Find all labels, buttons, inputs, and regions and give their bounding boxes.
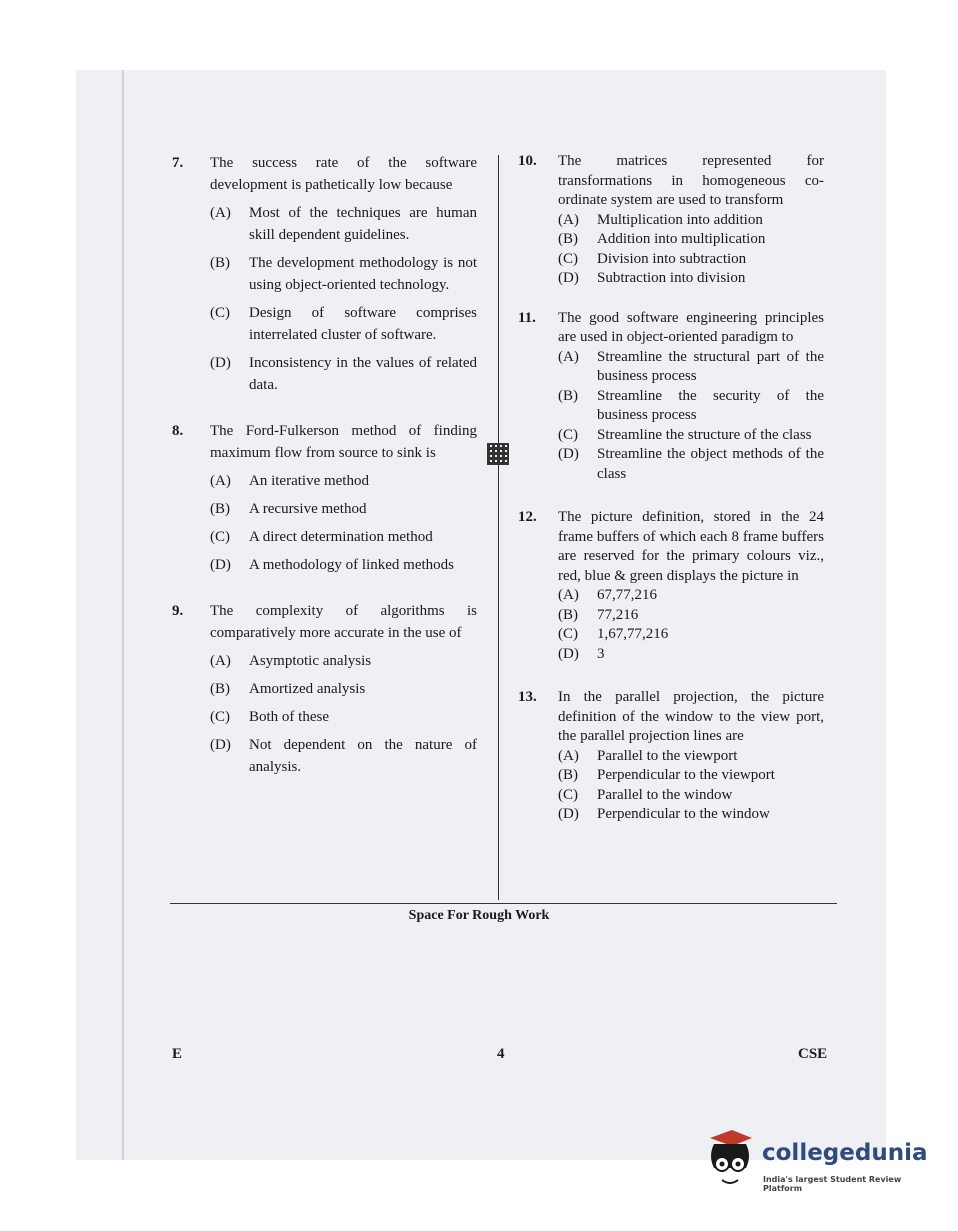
question-10 bbox=[518, 152, 824, 289]
mascot-icon bbox=[700, 1128, 760, 1198]
column-divider bbox=[498, 155, 499, 900]
question-number: 13. bbox=[518, 689, 537, 705]
option-text: Amortized analysis bbox=[249, 681, 366, 697]
option-letter: (D) bbox=[210, 557, 231, 573]
option-text: A recursive method bbox=[249, 501, 367, 517]
option-letter: (B) bbox=[558, 767, 578, 783]
option-text: Streamline the structure of the class bbox=[597, 426, 812, 443]
option-text: Design of software comprises interrelated cluster of software. bbox=[249, 305, 477, 343]
option-text: Subtraction into division bbox=[597, 270, 746, 286]
question-text: The complexity of algorithms is comparatively more accurate in the use of bbox=[210, 603, 477, 641]
option-d bbox=[210, 352, 477, 396]
option-letter: (D) bbox=[558, 270, 579, 286]
question-number: 12. bbox=[518, 509, 537, 525]
option-letter: (C) bbox=[210, 709, 230, 725]
option-letter: (C) bbox=[558, 786, 578, 803]
option-letter: (C) bbox=[210, 305, 230, 321]
option-text: A methodology of linked methods bbox=[249, 557, 454, 573]
question-9 bbox=[172, 600, 477, 778]
question-text: The good software engineering principles are used in object-oriented paradigm to bbox=[558, 309, 824, 345]
question-text: The matrices represented for transformations in homogeneous co-ordinate system are used to transform bbox=[558, 153, 824, 208]
question-7 bbox=[172, 152, 477, 396]
option-letter: (B) bbox=[558, 387, 578, 404]
option-text: The development methodology is not using object-oriented technology. bbox=[249, 255, 477, 293]
option-letter: (A) bbox=[210, 205, 231, 221]
option-b bbox=[558, 766, 824, 786]
option-c bbox=[210, 302, 477, 346]
option-text: 3 bbox=[597, 645, 605, 662]
option-a bbox=[558, 586, 824, 606]
collegedunia-logo bbox=[700, 1128, 930, 1198]
option-letter: (C) bbox=[558, 626, 578, 642]
left-column bbox=[172, 152, 477, 784]
option-text: Streamline the structural part of the business process bbox=[597, 348, 824, 384]
question-13 bbox=[518, 688, 824, 825]
option-text: Streamline the object methods of the class bbox=[597, 446, 824, 482]
option-text: 67,77,216 bbox=[597, 587, 657, 603]
option-c bbox=[558, 625, 824, 645]
question-8 bbox=[172, 420, 477, 576]
option-a bbox=[558, 348, 824, 387]
footer-code: E bbox=[172, 1046, 183, 1062]
option-text: Division into subtraction bbox=[597, 250, 747, 267]
option-text: Addition into multiplication bbox=[597, 231, 766, 247]
question-number: 8. bbox=[172, 423, 184, 439]
option-text: An iterative method bbox=[249, 473, 369, 489]
option-letter: (B) bbox=[558, 231, 578, 247]
rough-work-label: Space For Rough Work bbox=[408, 908, 550, 923]
option-letter: (A) bbox=[210, 473, 231, 489]
option-d bbox=[210, 554, 477, 576]
option-c bbox=[558, 426, 824, 446]
option-text: Multiplication into addition bbox=[597, 211, 763, 228]
option-text: Both of these bbox=[249, 709, 329, 725]
question-text: In the parallel projection, the picture definition of the window to the view port, the parallel projection lines are bbox=[558, 689, 824, 744]
option-text: Perpendicular to the viewport bbox=[597, 767, 775, 783]
option-letter: (C) bbox=[210, 529, 230, 545]
option-b bbox=[558, 387, 824, 426]
margin-line bbox=[122, 70, 124, 1160]
question-11 bbox=[518, 309, 824, 485]
question-number: 11. bbox=[518, 309, 536, 326]
option-letter: (B) bbox=[210, 681, 230, 697]
option-b bbox=[210, 252, 477, 296]
option-c bbox=[210, 526, 477, 548]
option-text: Not dependent on the nature of analysis. bbox=[249, 737, 477, 775]
option-letter: (D) bbox=[558, 806, 579, 822]
footer-subject: CSE bbox=[798, 1046, 828, 1062]
option-letter: (C) bbox=[558, 250, 578, 267]
option-d bbox=[558, 805, 824, 825]
question-number: 9. bbox=[172, 603, 184, 619]
option-letter: (B) bbox=[210, 501, 230, 517]
option-letter: (D) bbox=[210, 355, 231, 371]
option-text: Streamline the security of the business process bbox=[597, 387, 824, 423]
option-d bbox=[558, 645, 824, 665]
option-text: Parallel to the window bbox=[597, 786, 733, 803]
right-column bbox=[518, 152, 824, 825]
option-b bbox=[210, 678, 477, 700]
option-letter: (C) bbox=[558, 426, 578, 443]
option-letter: (A) bbox=[558, 348, 579, 365]
question-text: The success rate of the software development is pathetically low because bbox=[210, 155, 477, 193]
option-b bbox=[558, 230, 824, 250]
option-c bbox=[558, 250, 824, 270]
option-letter: (A) bbox=[558, 587, 579, 603]
option-text: Perpendicular to the window bbox=[597, 806, 770, 822]
option-b bbox=[210, 498, 477, 520]
option-text: Parallel to the viewport bbox=[597, 747, 738, 764]
question-text: The Ford-Fulkerson method of finding maximum flow from source to sink is bbox=[210, 423, 477, 461]
option-a bbox=[210, 470, 477, 492]
rough-work-rule bbox=[170, 903, 837, 904]
option-letter: (D) bbox=[558, 645, 579, 662]
logo-name: collegedunia bbox=[762, 1140, 928, 1166]
option-letter: (B) bbox=[558, 606, 578, 623]
option-a bbox=[210, 202, 477, 246]
option-letter: (B) bbox=[210, 255, 230, 271]
option-text: 1,67,77,216 bbox=[597, 626, 669, 642]
page-number: 4 bbox=[497, 1046, 505, 1062]
option-d bbox=[210, 734, 477, 778]
option-letter: (A) bbox=[558, 211, 579, 228]
question-text: The picture definition, stored in the 24 frame buffers of which each 8 frame buffers are reserved for the primary colours viz., red, blue & green displays the picture in bbox=[558, 509, 824, 584]
option-a bbox=[558, 211, 824, 231]
option-a bbox=[558, 747, 824, 767]
qr-code-icon bbox=[487, 443, 509, 465]
option-text: Most of the techniques are human skill dependent guidelines. bbox=[249, 205, 477, 243]
option-b bbox=[558, 606, 824, 626]
option-letter: (D) bbox=[210, 737, 231, 753]
option-a bbox=[210, 650, 477, 672]
option-letter: (A) bbox=[210, 653, 231, 669]
question-12 bbox=[518, 508, 824, 664]
option-text: Asymptotic analysis bbox=[249, 653, 372, 669]
question-number: 7. bbox=[172, 155, 184, 171]
option-letter: (A) bbox=[558, 747, 579, 764]
option-d bbox=[558, 269, 824, 289]
option-text: A direct determination method bbox=[249, 529, 433, 545]
option-c bbox=[210, 706, 477, 728]
option-text: 77,216 bbox=[597, 606, 639, 623]
question-number: 10. bbox=[518, 153, 537, 169]
logo-tagline: India's largest Student Review Platform bbox=[763, 1175, 902, 1193]
option-d bbox=[558, 445, 824, 484]
option-letter: (D) bbox=[558, 446, 579, 462]
option-c bbox=[558, 786, 824, 806]
option-text: Inconsistency in the values of related data. bbox=[249, 355, 477, 393]
